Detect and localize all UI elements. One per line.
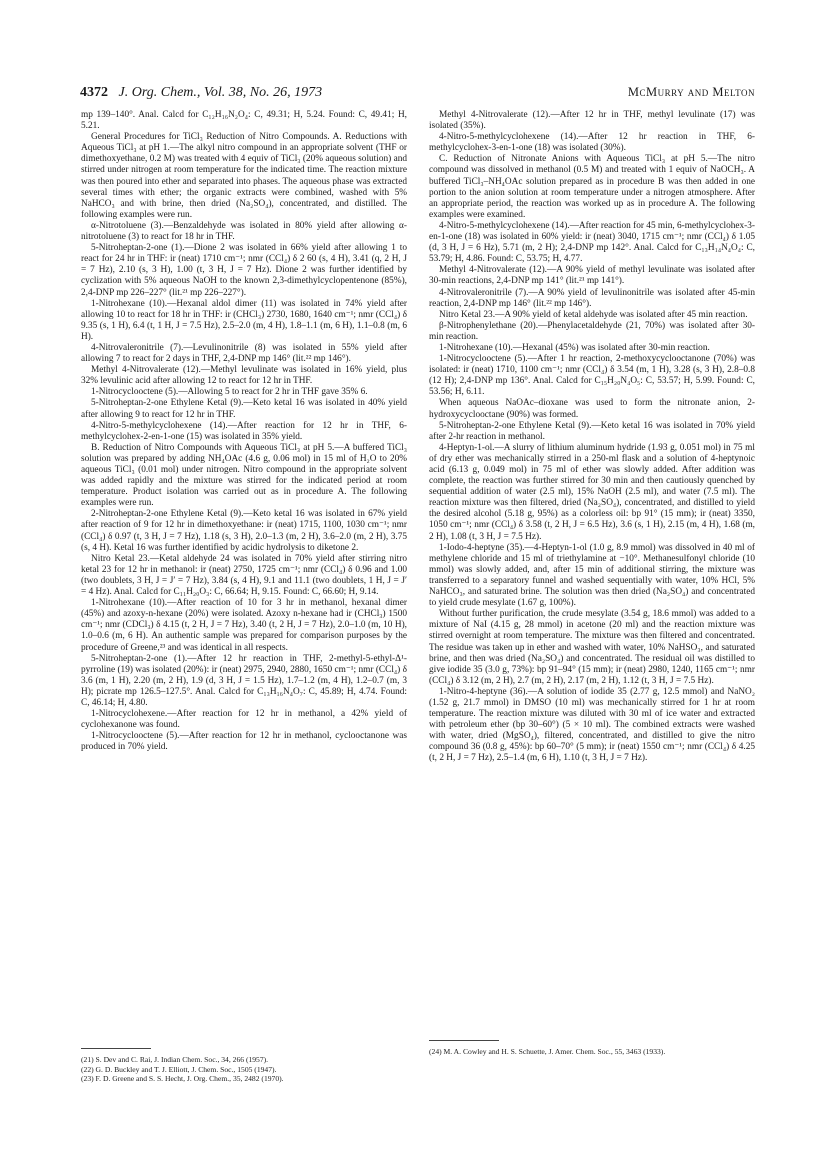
paragraph: 1-Iodo-4-heptyne (35).—4-Heptyn-1-ol (1.0 g, 8.9 mmol) was dissolved in 40 ml of methylene chloride and 15 ml of triethylamine at −10°. Methanesulfonyl chloride (10 mmol) was slowly added, and, after 15 min of additional stirring, the mixture was transferred to a separatory funnel and washed sequentially with water, 10% HCl, 5% NaHCO₃, and saturated brine. The solution was then dried (Na₂SO₄) and concentrated to yield crude mesylate (1.67 g, 100%). <box>429 542 755 609</box>
paragraph: When aqueous NaOAc–dioxane was used to form the nitronate anion, 2-hydroxycyclooctane (90%) was formed. <box>429 398 755 420</box>
paragraph: 4-Nitro-5-methylcyclohexene (14).—After reaction for 12 hr in THF, 6-methylcyclohex-2-en-1-one (15) was isolated in 35% yield. <box>81 420 407 442</box>
paragraph: C. Reduction of Nitronate Anions with Aqueous TiCl₃ at pH 5.—The nitro compound was dissolved in methanol (0.5 M) and treated with 1 equiv of NaOCH₃. A buffered TiCl₃–NH₄OAc solution prepared as in procedure B was then added in one portion to the anion solution at room temperature under a nitrogen atmosphere. After an appropriate period, the reaction was worked up as in procedure A. The following examples were examined. <box>429 154 755 220</box>
paragraph: 1-Nitrocyclohexene.—After reaction for 12 hr in methanol, a 42% yield of cyclohexanone was found. <box>81 709 407 731</box>
footnote-rule <box>429 1040 499 1041</box>
paragraph: 5-Nitroheptan-2-one Ethylene Ketal (9).—Keto ketal 16 was isolated in 70% yield after 2-hr reaction in methanol. <box>429 420 755 442</box>
paragraph: Methyl 4-Nitrovalerate (12).—After 12 hr in THF, methyl levulinate (17) was isolated (35%). <box>429 110 755 132</box>
right-footnotes <box>429 1047 755 1057</box>
paragraph: Methyl 4-Nitrovalerate (12).—Methyl levulinate was isolated in 16% yield, plus 32% levulinic acid after allowing 12 to react for 12 hr in THF. <box>81 365 407 387</box>
paragraph: 4-Nitrovaleronitrile (7).—A 90% yield of levulinonitrile was isolated after 45-min reaction, 2,4-DNP mp 146° (lit.²² mp 146°). <box>429 287 755 309</box>
authors: McMurry and Melton <box>627 85 755 99</box>
paragraph: 1-Nitrocyclooctene (5).—After reaction for 12 hr in methanol, cyclooctanone was produced in 70% yield. <box>81 731 407 753</box>
paragraph: 1-Nitrohexane (10).—After reaction of 10 for 3 hr in methanol, hexanal dimer (45%) and azoxy-n-hexane (20%) were isolated. Azoxy n-hexane had ir (CHCl₃) 1500 cm⁻¹; nmr (CDCl₃) δ 4.15 (t, 2 H, J = 7 Hz), 3.40 (t, 2 H, J = 7 Hz), 2.0–1.0 (m, 10 H), 1.0–0.6 (m, 6 H). An authentic sample was prepared for comparison purposes by the procedure of Greene,²³ and was identical in all respects. <box>81 598 407 653</box>
paragraph: β-Nitrophenylethane (20).—Phenylacetaldehyde (21, 70%) was isolated after 30-min reaction. <box>429 320 755 342</box>
paragraph: 1-Nitrohexane (10).—Hexanal (45%) was isolated after 30-min reaction. <box>439 342 710 353</box>
paragraph: 4-Heptyn-1-ol.—A slurry of lithium aluminum hydride (1.93 g, 0.051 mol) in 75 ml of dry ether was mechanically stirred in a 250-ml flask and a solution of 4-heptynoic acid (6.13 g, 0.049 mol) in 75 ml of ether was slowly added. After addition was complete, the reaction was further stirred for 30 min and then cautiously quenched by sequential addition of water (2.5 ml), 15% NaOH (2.5 ml), and water (7.5 ml). The reaction mixture was then filtered, dried (Na₂SO₄), concentrated, and distilled to yield the desired alcohol (5.18 g, 95%) as a colorless oil: bp 91° (15 mm); ir (neat) 3350, 1050 cm⁻¹; nmr (CCl₄) δ 3.58 (t, 2 H, J = 6.5 Hz), 3.6 (s, 1 H), 2.15 (m, 4 H), 1.68 (m, 2 H), 1.08 (t, 3 H, J = 7.5 Hz). <box>429 442 755 542</box>
footnote: (23) F. D. Greene and S. S. Hecht, J. Org. Chem., 35, 2482 (1970). <box>81 1074 284 1084</box>
footnote: (22) G. D. Buckley and T. J. Elliott, J. Chem. Soc., 1505 (1947). <box>81 1064 277 1074</box>
page-header <box>80 85 755 103</box>
page-number: 4372 <box>80 85 108 100</box>
paragraph: 4-Nitro-5-methylcyclohexene (14).—After reaction for 45 min, 6-methylcyclohex-3-en-1-one (18) was isolated in 60% yield: ir (neat) 3040, 1715 cm⁻¹; nmr (CCl₄) δ 1.05 (d, 3 H, J = 6 Hz), 5.71 (m, 2 H); 2,4-DNP mp 142°. Anal. Calcd for C₁₃H₁₄N₄O₄: C, 53.79; H, 4.86. Found: C, 53.75; H, 4.77. <box>429 220 755 265</box>
paragraph: Methyl 4-Nitrovalerate (12).—A 90% yield of methyl levulinate was isolated after 30-min reactions, 2,4-DNP mp 141° (lit.²¹ mp 141°). <box>429 265 755 287</box>
paragraph: α-Nitrotoluene (3).—Benzaldehyde was isolated in 80% yield after allowing α-nitrotoluene (3) to react for 18 hr in THF. <box>81 220 407 243</box>
paragraph: 4-Nitro-5-methylcyclohexene (14).—After 12 hr reaction in THF, 6-methylcyclohex-3-en-1-one (18) was isolated (30%). <box>429 132 755 154</box>
paragraph: 5-Nitroheptan-2-one (1).—After 12 hr reaction in THF, 2-methyl-5-ethyl-Δ¹-pyrroline (19) was isolated (20%): ir (neat) 2975, 2940, 2880, 1650 cm⁻¹; nmr (CCl₄) δ 3.6 (m, 1 H), 2.20 (m, 2 H), 1.9 (d, 3 H, J = 1.5 Hz), 1.7–1.2 (m, 4 H), 1.2–0.7 (m, 3 H); picrate mp 126.5–127.5°. Anal. Calcd for C₁₃H₁₆N₄O₇: C, 45.89; H, 4.74. Found: C, 46.14; H, 4.80. <box>81 653 407 708</box>
paragraph: 5-Nitroheptan-2-one (1).—Dione 2 was isolated in 66% yield after allowing 1 to react for 24 hr in THF: ir (neat) 1710 cm⁻¹; nmr (CCl₄) δ 2 60 (s, 4 H), 3.41 (q, 2 H, J = 7 Hz), 2.10 (s, 3 H), 1.00 (t, 3 H, J = 7 Hz). Dione 2 was further identified by cyclization with 5% aqueous NaOH to the known 2,3-dimethylcyclopentenone (85%), 2,4-DNP mp 226–227° (lit.²¹ mp 226–227°). <box>81 243 407 298</box>
running-head-left <box>80 85 322 101</box>
paragraph: 2-Nitroheptan-2-one Ethylene Ketal (9).—Keto ketal 16 was isolated in 67% yield after reaction of 9 for 12 hr in dimethoxyethane: ir (neat) 1715, 1100, 1030 cm⁻¹; nmr (CCl₄) δ 0.97 (t, 3 H, J = 7 Hz), 1.18 (s, 3 H), 2.0–1.3 (m, 2 H), 3.6–2.0 (m, 2 H), 3.75 (s, 4 H). Ketal 16 was further identified by acidic hydrolysis to diketone 2. <box>81 509 407 553</box>
right-column <box>429 110 755 765</box>
paragraph: 1-Nitrohexane (10).—Hexanal aldol dimer (11) was isolated in 74% yield after allowing 10 to react for 18 hr in THF: ir (CHCl₃) 2730, 1680, 1640 cm⁻¹; nmr (CCl₄) δ 9.35 (s, 1 H), 6.4 (t, 1 H, J = 7.5 Hz), 2.5–2.0 (m, 4 H), 1.8–1.1 (m, 6 H), 1.1–0.8 (m, 6 H). <box>81 298 407 342</box>
footnote-rule <box>81 1048 151 1049</box>
paragraph: B. Reduction of Nitro Compounds with Aqueous TiCl₃ at pH 5.—A buffered TiCl₃ solution was prepared by adding NH₄OAc (4.6 g, 0.06 mol) in 15 ml of H₂O to 20% aqueous TiCl₃ (0.01 mol) under nitrogen. Nitro compound in the appropriate solvent was added rapidly and the mixture was stirred for the indicated period at room temperature. Product isolation was carried out as in procedure A. The following examples were run. <box>81 442 407 509</box>
paragraph: Nitro Ketal 23.—A 90% yield of ketal aldehyde was isolated after 45 min reaction. <box>439 309 748 320</box>
paragraph: 1-Nitrocyclooctene (5).—After 1 hr reaction, 2-methoxycyclooctanone (70%) was isolated: ir (neat) 1710, 1100 cm⁻¹; nmr (CCl₄) δ 3.54 (m, 1 H), 3.28 (s, 3 H), 2.8–0.8 (12 H); 2,4-DNP mp 136°. Anal. Calcd for C₁₅H₂₀N₄O₅: C, 53.57; H, 5.99. Found: C, 53.56; H, 6.11. <box>429 354 755 398</box>
paragraph: 4-Nitrovaleronitrile (7).—Levulinonitrile (8) was isolated in 55% yield after allowing 7 to react for 2 days in THF, 2,4-DNP mp 146° (lit.²² mp 146°). <box>81 342 407 365</box>
paragraph: 1-Nitro-4-heptyne (36).—A solution of iodide 35 (2.77 g, 12.5 mmol) and NaNO₂ (1.52 g, 21.7 mmol) in DMSO (10 ml) was mechanically stirred for 1 hr at room temperature. The reaction mixture was diluted with 30 ml of ice water and extracted with petroleum ether (bp 30–60°) (5 × 10 ml). The combined extracts were washed with water, dried (MgSO₄), filtered, concentrated, and distilled to give the nitro compound 36 (0.8 g, 45%): bp 60–70° (5 mm); ir (neat) 1550 cm⁻¹; nmr (CCl₄) δ 4.25 (t, 2 H, J = 7 Hz), 2.5–1.4 (m, 6 H), 1.10 (t, 3 H, J = 7 Hz). <box>429 686 755 764</box>
paragraph: Without further purification, the crude mesylate (3.54 g, 18.6 mmol) was added to a mixture of NaI (4.15 g, 28 mmol) in acetone (20 ml) and the reaction mixture was stirred overnight at room temperature. The mixture was then filtered and concentrated. The residue was taken up in ether and washed with water, 10% NaHSO₃, and saturated brine, and then was dried (Na₂SO₄) and concentrated. The residual oil was distilled to give iodide 35 (3.0 g, 73%): bp 91–94° (15 mm); ir (neat) 2980, 1240, 1165 cm⁻¹; nmr (CCl₄) δ 3.12 (m, 2 H), 2.7 (m, 2 H), 2.17 (m, 2 H), 1.12 (t, 3 H, J = 7.5 Hz). <box>429 609 755 686</box>
footnote: (24) M. A. Cowley and H. S. Schuette, J. Amer. Chem. Soc., 55, 3463 (1933). <box>429 1047 666 1056</box>
left-footnotes <box>81 1055 407 1084</box>
paragraph: mp 139–140°. Anal. Calcd for C₁₂H₁₆N₂O₄: C, 49.31; H, 5.24. Found: C, 49.41; H, 5.21. <box>81 110 407 132</box>
left-column <box>81 110 407 753</box>
journal-citation: J. Org. Chem., Vol. 38, No. 26, 1973 <box>118 85 323 100</box>
paragraph: Nitro Ketal 23.—Ketal aldehyde 24 was isolated in 70% yield after stirring nitro ketal 23 for 12 hr in methanol: ir (neat) 2750, 1725 cm⁻¹; nmr (CCl₄) δ 0.96 and 1.00 (two doublets, 3 H, J = J′ = 7 Hz), 3.84 (s, 4 H), 9.1 and 11.1 (two doublets, 1 H, J = J′ = 4 Hz). Anal. Calcd for C₁₁H₂₀O₃: C, 66.64; H, 9.15. Found: C, 66.60; H, 9.14. <box>81 553 407 598</box>
paragraph: 5-Nitroheptan-2-one Ethylene Ketal (9).—Keto ketal 16 was isolated in 40% yield after allowing 9 to react for 12 hr in THF. <box>81 398 407 420</box>
paragraph: 1-Nitrocyclooctene (5).—Allowing 5 to react for 2 hr in THF gave 35% 6. <box>91 387 368 398</box>
footnote: (21) S. Dev and C. Rai, J. Indian Chem. Soc., 34, 266 (1957). <box>81 1055 269 1064</box>
paragraph: General Procedures for TiCl₃ Reduction of Nitro Compounds. A. Reductions with Aqueous TiCl₃ at pH 1.—The alkyl nitro compound in an appropriate solvent (THF or dimethoxyethane, 0.2 M) was treated with 4 equiv of TiCl₃ (20% aqueous solution) and stirred under nitrogen at room temperature for the indicated time. The reaction mixture was then poured into ether and separated into phases. The aqueous phase was extracted several times with ether; the organic extracts were combined, washed with 5% NaHCO₃ and with brine, then dried (Na₂SO₄), concentrated, and distilled. The following examples were run. <box>81 132 407 220</box>
